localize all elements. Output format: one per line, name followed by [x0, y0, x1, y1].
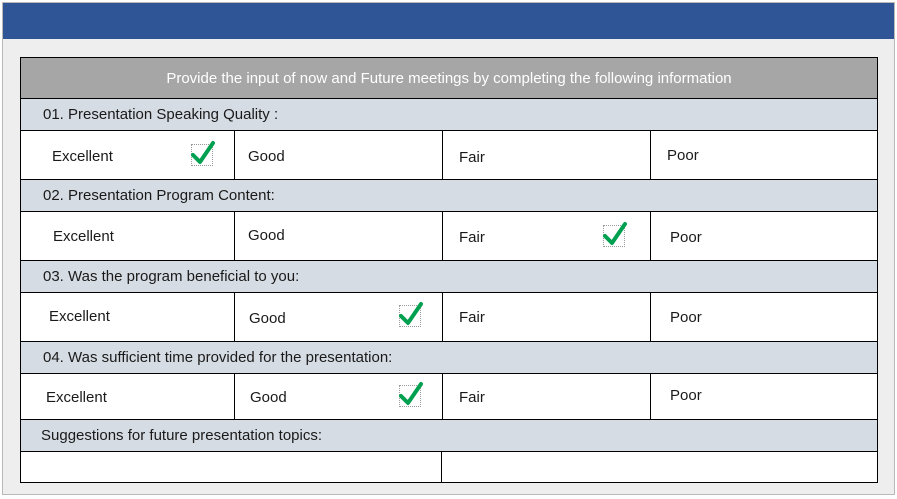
- option-label: Poor: [670, 229, 702, 246]
- option-label: Poor: [667, 147, 699, 164]
- checkmark-icon[interactable]: [191, 144, 213, 166]
- question-2: 02. Presentation Program Content:: [21, 180, 877, 212]
- suggestions-row: [21, 452, 877, 482]
- option-label: Fair: [459, 229, 485, 246]
- option-label: Good: [248, 148, 285, 165]
- window-frame: [2, 2, 895, 495]
- option-label: Excellent: [46, 389, 107, 406]
- option-excellent[interactable]: [21, 212, 235, 260]
- question-1: 01. Presentation Speaking Quality :: [21, 99, 877, 131]
- option-fair[interactable]: [443, 374, 651, 419]
- options-row-4: [21, 374, 877, 420]
- suggestion-field-left[interactable]: [21, 452, 442, 482]
- option-label: Good: [250, 389, 287, 406]
- option-good[interactable]: [235, 293, 443, 341]
- option-label: Fair: [459, 389, 485, 406]
- option-excellent[interactable]: [21, 131, 235, 179]
- option-good[interactable]: [235, 212, 443, 260]
- option-good[interactable]: [235, 374, 443, 419]
- options-row-1: [21, 131, 877, 180]
- option-poor[interactable]: [651, 212, 877, 260]
- option-poor[interactable]: [651, 131, 877, 179]
- option-label: Excellent: [52, 148, 113, 165]
- option-excellent[interactable]: [21, 293, 235, 341]
- option-label: Poor: [670, 309, 702, 326]
- option-fair[interactable]: [443, 293, 651, 341]
- question-4: 04. Was sufficient time provided for the presentation:: [21, 342, 877, 374]
- option-label: Good: [249, 310, 286, 327]
- options-row-2: [21, 212, 877, 261]
- options-row-3: [21, 293, 877, 342]
- option-excellent[interactable]: [21, 374, 235, 419]
- option-label: Fair: [459, 149, 485, 166]
- suggestions-label: Suggestions for future presentation topics:: [21, 420, 877, 452]
- title-bar: [3, 3, 894, 39]
- checkmark-icon[interactable]: [603, 225, 625, 247]
- suggestion-field-right[interactable]: [442, 452, 877, 482]
- option-fair[interactable]: [443, 131, 651, 179]
- option-label: Fair: [459, 309, 485, 326]
- option-poor[interactable]: [651, 374, 877, 419]
- checkmark-icon[interactable]: [399, 385, 421, 407]
- option-good[interactable]: [235, 131, 443, 179]
- question-3: 03. Was the program beneficial to you:: [21, 261, 877, 293]
- feedback-form: [20, 57, 878, 483]
- option-fair[interactable]: [443, 212, 651, 260]
- option-label: Excellent: [49, 308, 110, 325]
- form-header: Provide the input of now and Future meetings by completing the following information: [21, 58, 877, 99]
- checkmark-icon[interactable]: [399, 305, 421, 327]
- option-poor[interactable]: [651, 293, 877, 341]
- option-label: Good: [248, 227, 285, 244]
- option-label: Poor: [670, 387, 702, 404]
- option-label: Excellent: [53, 228, 114, 245]
